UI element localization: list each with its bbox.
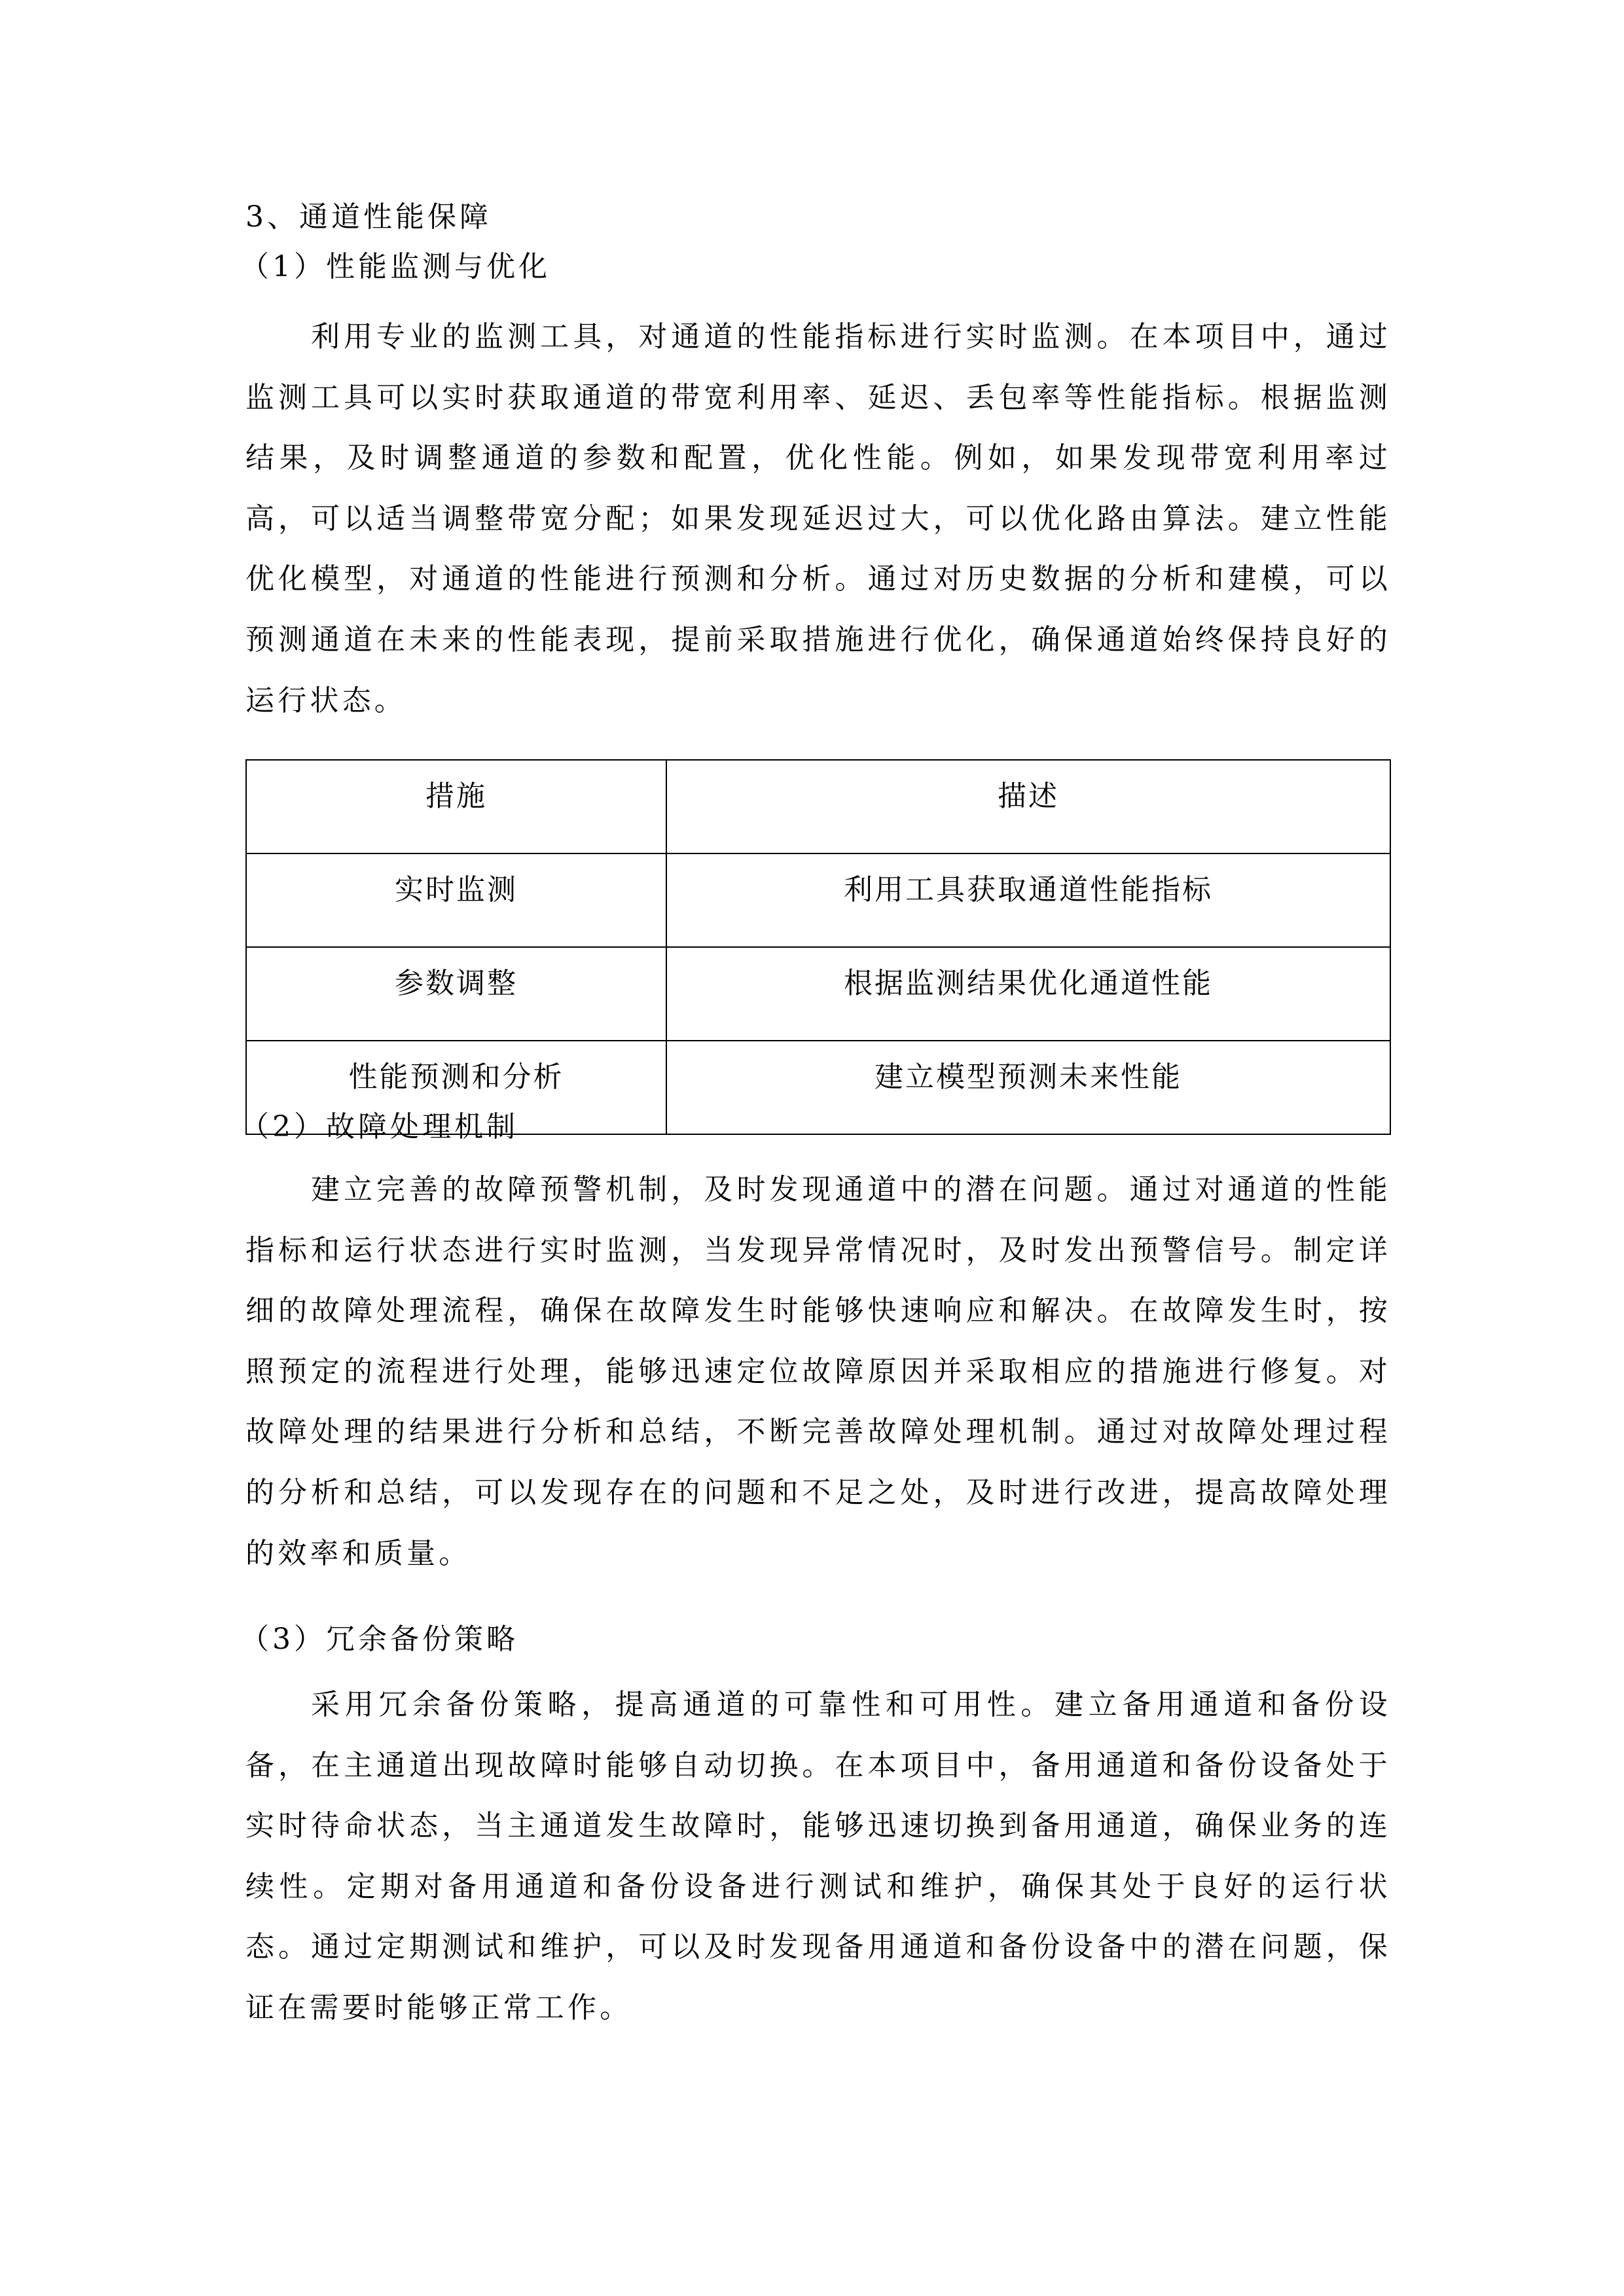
subsection-heading-performance: （1）性能监测与优化 [240, 250, 550, 283]
table-cell: 根据监测结果优化通道性能 [666, 947, 1390, 1041]
table-cell: 利用工具获取通道性能指标 [666, 853, 1390, 947]
paragraph-performance: 利用专业的监测工具，对通道的性能指标进行实时监测。在本项目中，通过监测工具可以实时获取通道的带宽利用率、延迟、丢包率等性能指标。根据监测结果，及时调整通道的参数和配置，优化性能。例如，如果发现带宽利用率过高，可以适当调整带宽分配；如果发现延迟过大，可以优化路由算法。建立性能优化模型，对通道的性能进行预测和分析。通过对历史数据的分析和建模，可以预测通道在未来的性能表现，提前采取措施进行优化，确保通道始终保持良好的运行状态。 [245, 320, 1391, 717]
subsection-heading-fault-handling: （2）故障处理机制 [240, 1110, 518, 1143]
table-row [246, 853, 1390, 947]
section-title: 3、通道性能保障 [245, 200, 492, 234]
table-cell: 建立模型预测未来性能 [666, 1041, 1390, 1134]
table-header-cell: 描述 [666, 760, 1390, 853]
subsection-heading-redundancy: （3）冗余备份策略 [240, 1623, 518, 1656]
table-header-row [246, 760, 1390, 853]
table-cell: 实时监测 [246, 853, 666, 947]
paragraph-fault-handling: 建立完善的故障预警机制，及时发现通道中的潜在问题。通过对通道的性能指标和运行状态进行实时监测，当发现异常情况时，及时发出预警信号。制定详细的故障处理流程，确保在故障发生时能够快速响应和解决。在故障发生时，按照预定的流程进行处理，能够迅速定位故障原因并采取相应的措施进行修复。对故障处理的结果进行分析和总结，不断完善故障处理机制。通过对故障处理过程的分析和总结，可以发现存在的问题和不足之处，及时进行改进，提高故障处理的效率和质量。 [245, 1173, 1391, 1570]
table-cell: 参数调整 [246, 947, 666, 1041]
table-cell: 性能预测和分析 [246, 1041, 666, 1134]
table-row [246, 947, 1390, 1041]
measures-table [245, 759, 1391, 1135]
table-header-cell: 措施 [246, 760, 666, 853]
paragraph-redundancy: 采用冗余备份策略，提高通道的可靠性和可用性。建立备用通道和备份设备，在主通道出现故障时能够自动切换。在本项目中，备用通道和备份设备处于实时待命状态，当主通道发生故障时，能够迅速切换到备用通道，确保业务的连续性。定期对备用通道和备份设备进行测试和维护，确保其处于良好的运行状态。通过定期测试和维护，可以及时发现备用通道和备份设备中的潜在问题，保证在需要时能够正常工作。 [245, 1688, 1391, 2024]
